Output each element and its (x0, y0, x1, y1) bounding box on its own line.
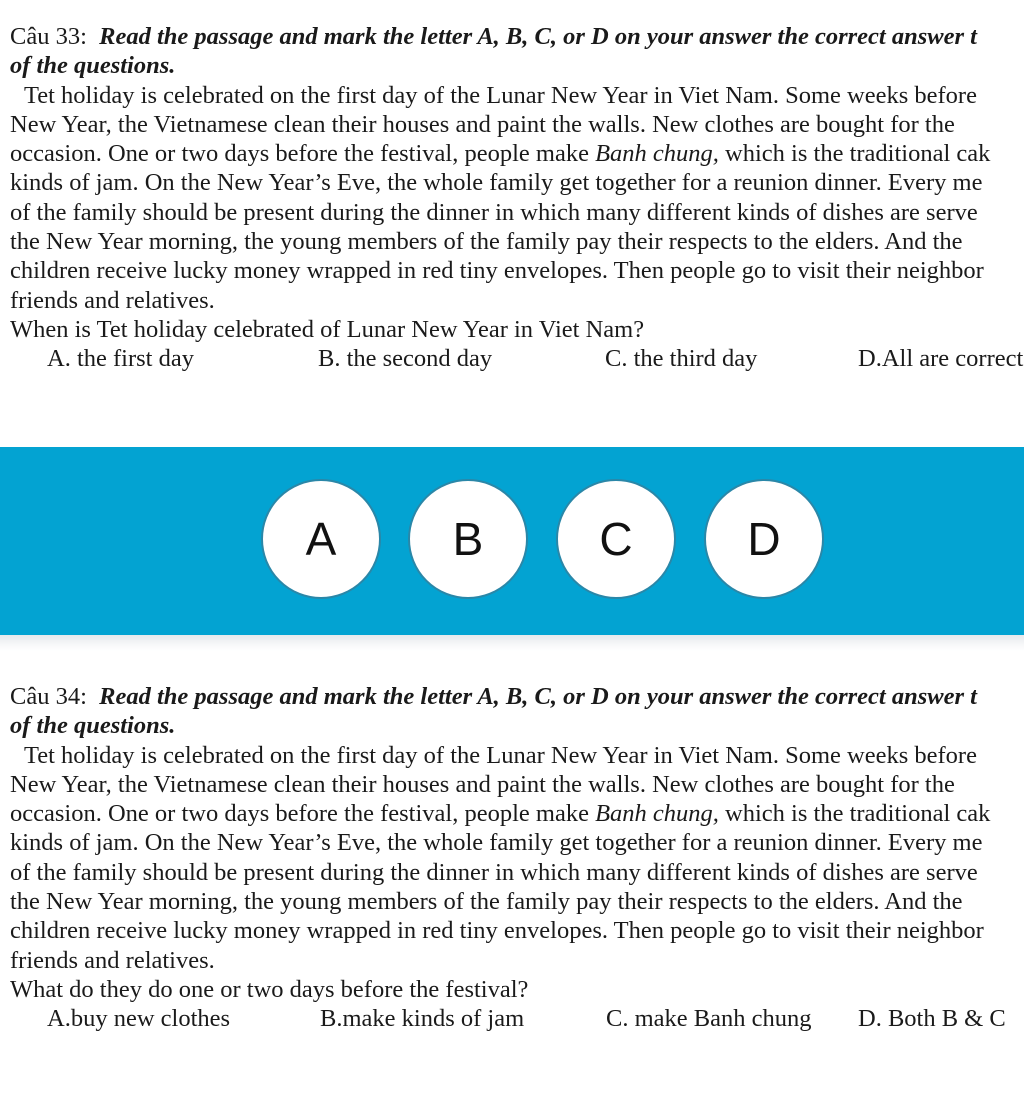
instruction-text: Read the passage and mark the letter A, B, C, or D on your answer the correct answer t (99, 683, 977, 710)
instruction-text: Read the passage and mark the letter A, B, C, or D on your answer the correct answer t (99, 23, 977, 50)
option-d: D. Both B & C (858, 1005, 1006, 1033)
passage-line: children receive lucky money wrapped in red tiny envelopes. Then people go to visit their neighbor (10, 257, 984, 285)
option-c: C. the third day (605, 345, 758, 373)
passage-line: kinds of jam. On the New Year’s Eve, the whole family get together for a reunion dinner. Every me (10, 169, 983, 197)
passage-line: the New Year morning, the young members of the family pay their respects to the elders. And the (10, 228, 963, 256)
answer-choice-b[interactable]: B (408, 479, 528, 599)
passage-line: Tet holiday is celebrated on the first day of the Lunar New Year in Viet Nam. Some weeks before (24, 741, 977, 769)
passage-text: occasion. One or two days before the festival, people make (10, 800, 596, 828)
question-header (0, 22, 1024, 51)
option-b: B. the second day (318, 345, 493, 373)
passage-line (0, 799, 1024, 828)
passage-text: which is the traditional cak (718, 800, 991, 828)
question-prompt: When is Tet holiday celebrated of Lunar New Year in Viet Nam? (10, 315, 645, 343)
question-header-cont (0, 51, 1024, 80)
passage-line: Tet holiday is celebrated on the first day of the Lunar New Year in Viet Nam. Some weeks before (24, 81, 977, 109)
answer-choice-c[interactable]: C (556, 479, 676, 599)
instruction-text-cont: of the questions. (10, 52, 176, 80)
passage-italic-text: Banh chung, (595, 140, 719, 168)
passage-italic-text: Banh chung, (595, 800, 719, 828)
question-number: Câu 34: (10, 683, 87, 710)
answer-bar (0, 447, 1024, 635)
passage-line: the New Year morning, the young members of the family pay their respects to the elders. And the (10, 888, 963, 916)
answer-bar-shadow (0, 635, 1024, 651)
option-d: D.All are correct (858, 345, 1024, 373)
passage-line: friends and relatives. (10, 286, 215, 314)
option-b: B.make kinds of jam (320, 1005, 525, 1033)
question-header-cont (0, 711, 1024, 740)
passage-line: New Year, the Vietnamese clean their houses and paint the walls. New clothes are bought for the (10, 110, 955, 138)
passage-line: kinds of jam. On the New Year’s Eve, the whole family get together for a reunion dinner. Every me (10, 829, 983, 857)
answer-choice-a[interactable]: A (261, 479, 381, 599)
passage-text: occasion. One or two days before the festival, people make (10, 140, 596, 168)
passage-line (0, 139, 1024, 168)
passage-line: of the family should be present during the dinner in which many different kinds of dishes are serve (10, 198, 978, 226)
options-row (0, 1004, 1024, 1033)
instruction-text-cont: of the questions. (10, 712, 176, 740)
question-header (0, 682, 1024, 711)
option-a: A. the first day (47, 345, 194, 373)
question-33 (0, 22, 1024, 374)
question-34 (0, 682, 1024, 1034)
question-number: Câu 33: (10, 23, 87, 50)
question-prompt: What do they do one or two days before the festival? (10, 975, 529, 1003)
passage-line: of the family should be present during the dinner in which many different kinds of dishes are serve (10, 858, 978, 886)
option-c: C. make Banh chung (606, 1005, 812, 1033)
passage-line: friends and relatives. (10, 946, 215, 974)
option-a: A.buy new clothes (47, 1005, 231, 1033)
passage-text: which is the traditional cak (718, 140, 991, 168)
options-row (0, 344, 1024, 373)
answer-choice-d[interactable]: D (704, 479, 824, 599)
passage-line: New Year, the Vietnamese clean their houses and paint the walls. New clothes are bought for the (10, 770, 955, 798)
passage-line: children receive lucky money wrapped in red tiny envelopes. Then people go to visit their neighbor (10, 917, 984, 945)
